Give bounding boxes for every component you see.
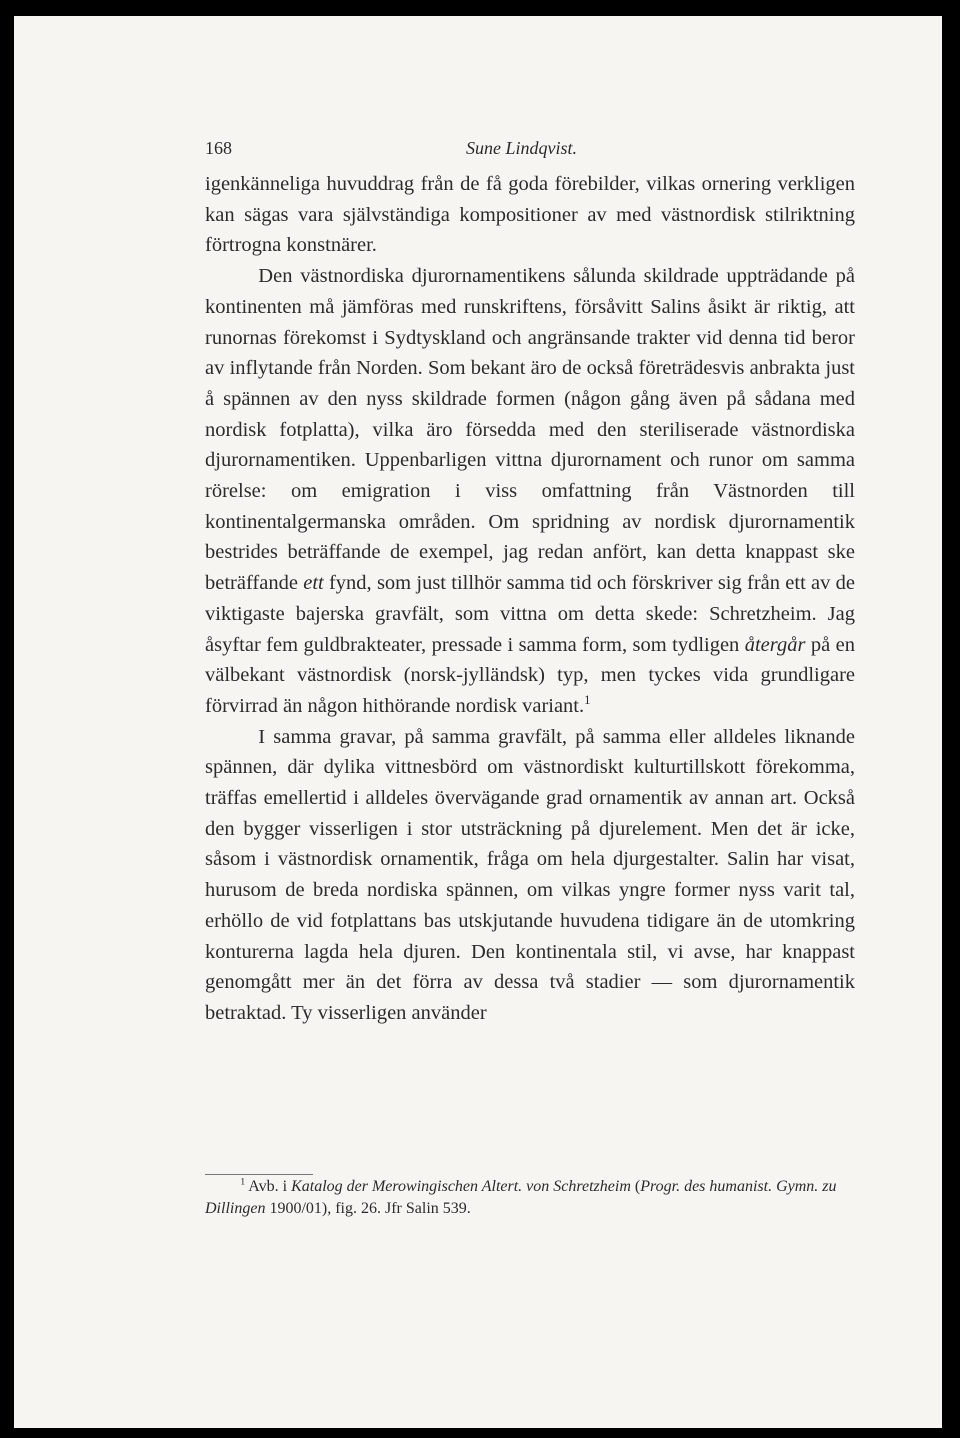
paragraph-2 [205, 261, 855, 722]
paragraph-2-text-b: fynd, som just tillhör samma tid och förskriver sig från ett av de viktigaste bajerska gravfält, som vittna om detta skede: Schretzheim. Jag åsyftar fem guldbrakteater, pressade i samma form, som tydligen [205, 572, 855, 656]
footnote-marker: 1 [240, 1176, 246, 1188]
paragraph-2-text-c: på en välbekant västnordisk (norsk-jylländsk) typ, men tyckes vida grundligare förvirrad än någon hithörande nordisk variant. [205, 633, 856, 717]
footnote-pre: Avb. i [248, 1178, 288, 1195]
footnote-post: 1900/01), fig. 26. Jfr Salin 539. [269, 1200, 471, 1217]
paragraph-3-text: I samma gravar, på samma gravfält, på samma eller alldeles liknande spännen, där dylika vittnesbörd om västnordiskt kulturtillskott förekomma, träffas emellertid i alldeles övervägande grad ornamentik av annan art. Också den bygger visserligen i stor utsträckning på djurelement. Men det är icke, såsom i västnordisk ornamentik, fråga om hela djurgestalter. Salin har visat, hurusom de breda nordiska spännen, om vilkas yngre former nyss varit tal, erhöllo de vid fotplattans bas utskjutande huvudena tidigare än de utomkring konturerna lagda hela djuren. Den kontinentala stil, vi avse, har knappast genomgått mer än det förra av dessa två stadier — som djurornamentik betraktad. Ty visserligen använder [205, 725, 855, 1024]
paragraph-1-text: igenkänneliga huvuddrag från de få goda förebilder, vilkas ornering verkligen kan sägas vara självständiga kompositioner av med västnordisk stilriktning förtrogna konstnärer. [205, 173, 855, 257]
italic-ett: ett [303, 572, 324, 595]
paragraph-1 [205, 169, 855, 261]
page-header [205, 128, 855, 158]
paragraph-3 [205, 722, 855, 1029]
footnote [205, 1176, 855, 1220]
body-text [205, 169, 855, 1029]
running-head: Sune Lindqvist. [466, 138, 577, 158]
footnote-reference: 1 [584, 693, 591, 708]
footnote-divider [205, 1174, 313, 1175]
paragraph-2-text-a: Den västnordiska djurornamentikens sålunda skildrade uppträdande på kontinenten må jämföras med runskriftens, försåvitt Salins åsikt är riktig, att runornas förekomst i Sydtyskland och angränsande trakter vid denna tid beror av inflytande från Norden. Som bekant äro de också företrädesvis anbrakta just å spännen av den nyss skildrade formen (någon gång även på sådana med nordisk fotplatta), vilka äro försedda med den steriliserade västnordiska djurornamentiken. Uppenbarligen vittna djurornament och runor om samma rörelse: om emigration i viss omfattning från Västnorden till kontinentalgermanska områden. Om spridning av nordisk djurornamentik bestrides beträffande de exempel, jag redan anfört, kan detta knappast ske beträffande [205, 265, 855, 595]
book-page [14, 16, 942, 1428]
footnote-title: Katalog der Merowingischen Altert. von Schretzheim [291, 1178, 631, 1195]
italic-atergar: återgår [744, 633, 806, 656]
footnote-paren: ( [634, 1178, 641, 1195]
footnote-series: Progr. des humanist. Gymn. zu Dillingen [205, 1178, 837, 1217]
page-number: 168 [205, 138, 232, 158]
